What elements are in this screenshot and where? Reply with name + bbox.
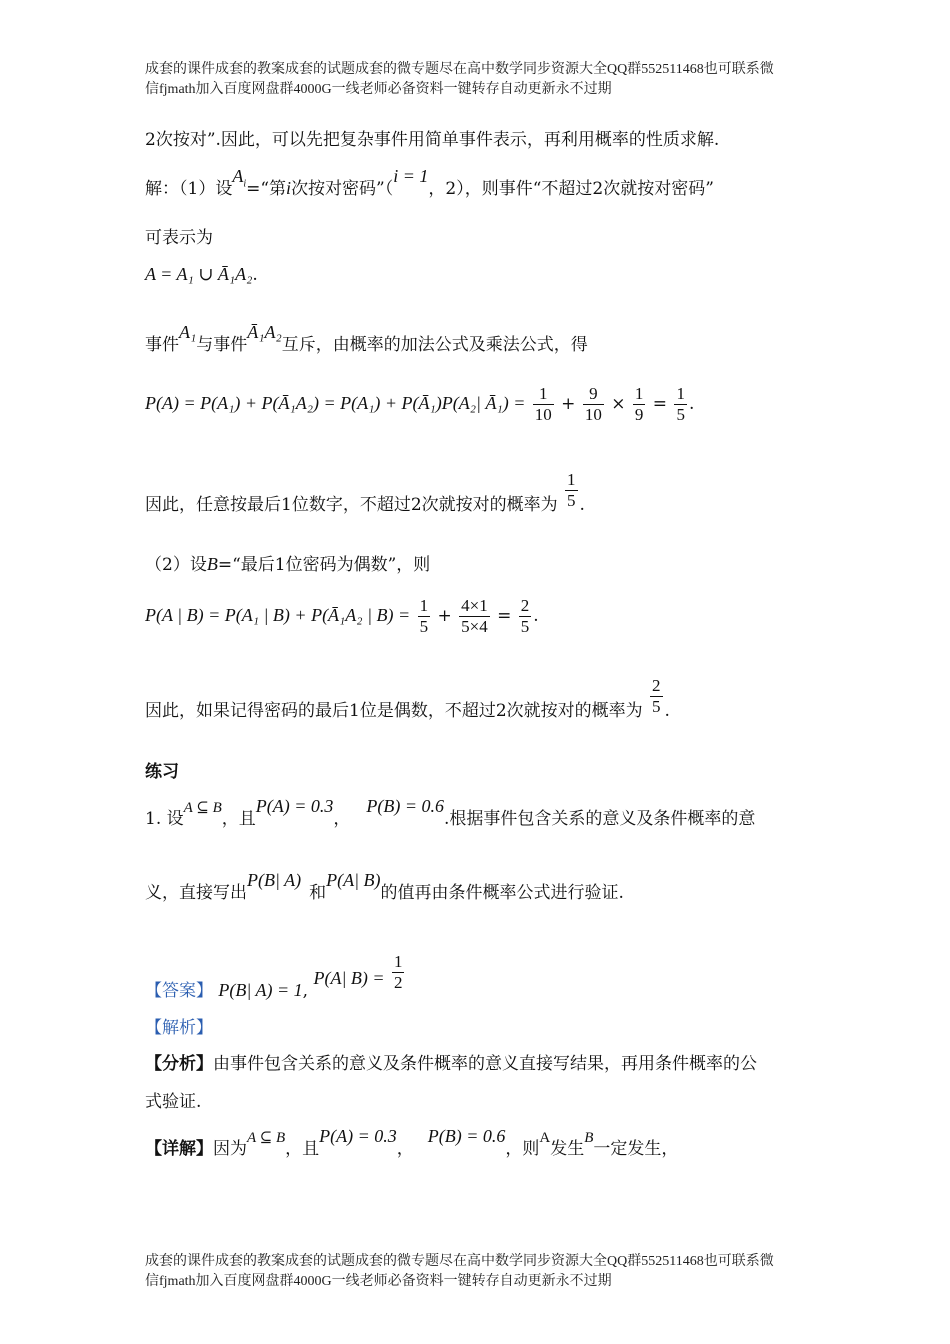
answer-pa-b: P(A| B) = [313, 968, 385, 988]
answer-label: 【答案】 [145, 981, 213, 1001]
event-a1bar-a2: Ā₁A₂ [247, 322, 282, 342]
fraction-result-2: $\frac{2}{5}$ [652, 676, 661, 716]
paragraph-intro: 2次按对”.因此，可以先把复杂事件用简单事件表示，再利用概率的性质求解. [145, 130, 720, 150]
fenxi-line-2: 式验证. [145, 1092, 202, 1112]
fenxi-line-1: 【分析】由事件包含关系的意义及条件概率的意义直接写结果，再用条件概率的公 [145, 1054, 757, 1074]
detail-label: 【详解】 [145, 1139, 213, 1159]
fraction-9-10: $\frac{9}{10}$ [584, 384, 602, 424]
page-header [145, 60, 815, 100]
event-a1: A₁ [179, 322, 197, 342]
event-ai: $A_i$ [232, 166, 247, 190]
detail-event-b: B [584, 1130, 594, 1146]
question-1-cont: 义，直接写出P(B| A)和P(A| B)的值再由条件概率公式进行验证. [145, 870, 624, 903]
equation-1: A = A₁ ∪ Ā₁A₂. [145, 264, 258, 285]
equation-3-lhs: P(A | B) = P(A₁ | B) + P(Ā₁A₂ | B) = [145, 605, 411, 625]
conclusion-1: 因此，任意按最后1位数字，不超过2次就按对的概率为 $\frac{1}{5}$ . [145, 470, 585, 515]
text: 次按对密码”（ [291, 179, 394, 199]
paragraph-represent: 可表示为 [145, 228, 213, 248]
equation-a-union: A = A₁ ∪ Ā₁A₂ [145, 264, 253, 284]
fraction-result-1: $\frac{1}{5}$ [567, 470, 576, 510]
answer-line: 【答案】 P(B| A) = 1, P(A| B) = $\frac{1}{2}$ [145, 952, 403, 1001]
i-equals: i = 1 [393, 166, 429, 186]
analysis-label: 【解析】 [145, 1018, 213, 1038]
fraction-1-9: $\frac{1}{9}$ [634, 384, 644, 424]
page-footer [145, 1252, 815, 1292]
var-i: i [286, 178, 292, 198]
fraction-1-5: $\frac{1}{5}$ [676, 384, 685, 424]
footer-line-1: 成套的课件成套的教案成套的试题成套的微专题尽在高中数学同步资源大全QQ群552511468也可联系微 [145, 1254, 774, 1269]
solution-part1 [145, 166, 714, 209]
fraction-2-5: $\frac{2}{5}$ [520, 596, 530, 636]
fraction-1-10: $\frac{1}{10}$ [534, 384, 552, 424]
text: =“第 [246, 179, 287, 199]
question-1: 1. 设A ⊆ B，且P(A) = 0.3，P(B) = 0.6.根据事件包含关系的意义及条件概率的意 [145, 796, 756, 829]
fraction-1-5-b: $\frac{1}{5}$ [419, 596, 429, 636]
detail-pa: P(A) = 0.3 [319, 1126, 397, 1146]
header-line-2: 信fjmath加入百度网盘群4000G一线老师必备资料一键转存自动更新永不过期 [145, 82, 612, 97]
detail-line: 【详解】因为A ⊆ B，且P(A) = 0.3，P(B) = 0.6，则A发生B一定发生， [145, 1126, 679, 1159]
footer-line-2: 信fjmath加入百度网盘群4000G一线老师必备资料一键转存自动更新永不过期 [145, 1274, 612, 1289]
paragraph-mutex: 事件A₁与事件Ā₁A₂互斥，由概率的加法公式及乘法公式，得 [145, 322, 588, 355]
pb-given-a: P(B| A) [247, 870, 302, 890]
pa-given-b: P(A| B) [326, 870, 381, 890]
pa-value: P(A) = 0.3 [255, 796, 334, 816]
fenxi-label: 【分析】 [145, 1054, 213, 1074]
pb-value: P(B) = 0.6 [366, 796, 444, 816]
header-line-1: 成套的课件成套的教案成套的试题成套的微专题尽在高中数学同步资源大全QQ群552511468也可联系微 [145, 62, 774, 77]
text: 解：（1）设 [145, 179, 233, 199]
text: ，2），则事件“不超过2次就按对密码” [428, 179, 714, 199]
detail-pb: P(B) = 0.6 [427, 1126, 506, 1146]
answer-pb-a: P(B| A) = 1 [218, 980, 303, 1000]
detail-event-a: A [539, 1130, 551, 1146]
equation-2-lhs: P(A) = P(A₁) + P(Ā₁A₂) = P(A₁) + P(Ā₁)P(A₂| Ā₁) = [145, 393, 526, 413]
equation-3: P(A | B) = P(A₁ | B) + P(Ā₁A₂ | B) = $\frac{1}{5}$ + $\frac{4\times 1}{5\times 4}$ = $\frac{2}{5}$ . [145, 596, 539, 636]
solution-part2: （2）设B=“最后1位密码为偶数”，则 [145, 554, 431, 575]
practice-heading: 练习 [145, 762, 179, 782]
subset-expr: A ⊆ B [183, 800, 222, 816]
detail-subset: A ⊆ B [247, 1130, 286, 1146]
fraction-1-2: $\frac{1}{2}$ [393, 952, 403, 992]
conclusion-2: 因此，如果记得密码的最后1位是偶数，不超过2次就按对的概率为 $\frac{2}{5}$ . [145, 676, 670, 721]
equation-2: P(A) = P(A₁) + P(Ā₁A₂) = P(A₁) + P(Ā₁)P(A₂| Ā₁) = $\frac{1}{10}$ + $\frac{9}{10}$ × $\frac{1}{9}$ = $\frac{1}{5}$ . [145, 384, 695, 424]
event-b: B [206, 554, 218, 574]
fraction-4x1-5x4: $\frac{4\times 1}{5\times 4}$ [461, 596, 488, 636]
